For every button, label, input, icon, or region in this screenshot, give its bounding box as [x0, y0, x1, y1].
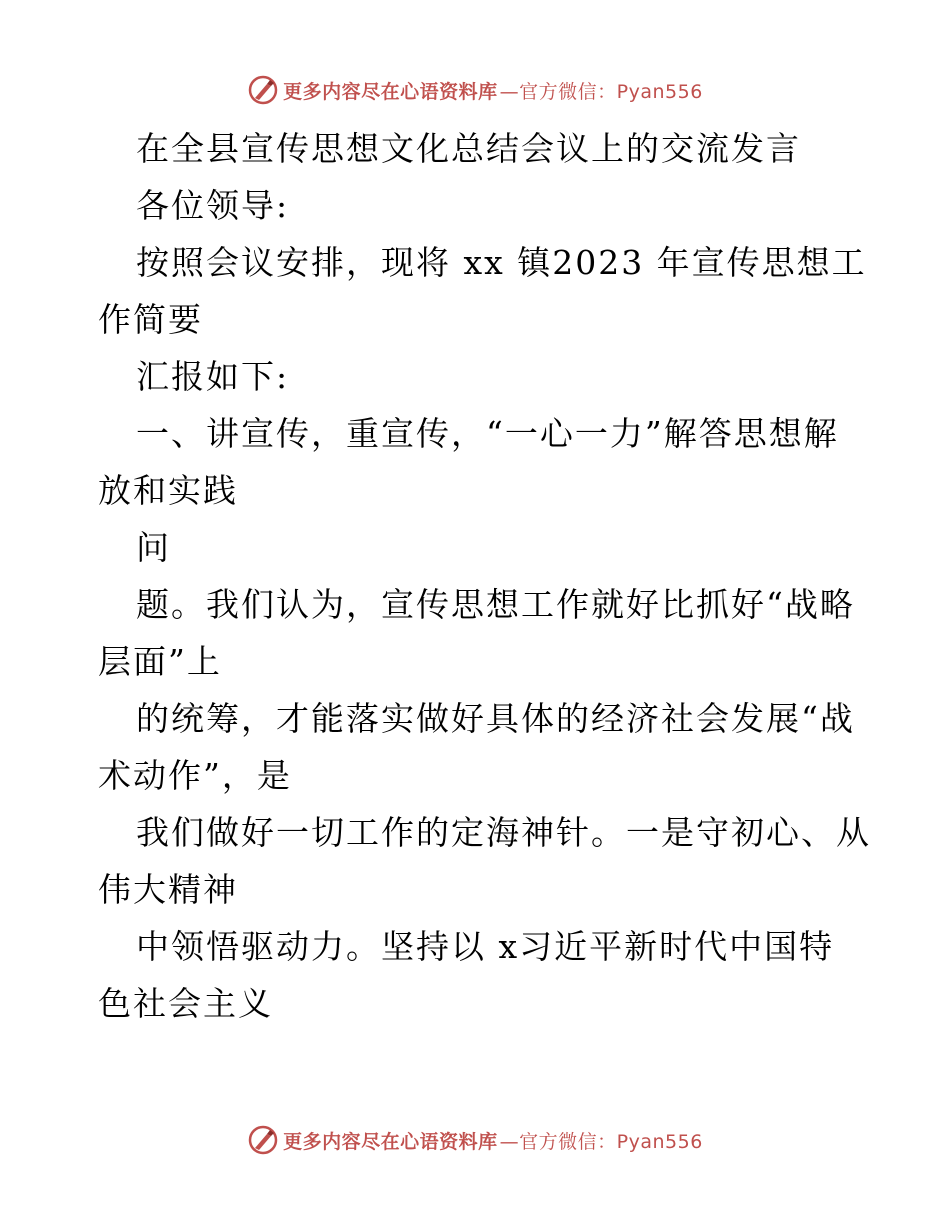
paragraph-line: 按照会议安排，现将 xx 镇2023 年宣传思想工: [136, 243, 867, 282]
watermark-sub-text: —官方微信：Pyan556: [499, 1130, 703, 1153]
watermark-main-text: 更多内容尽在心语资料库: [283, 80, 498, 103]
watermark-sub-text: —官方微信：Pyan556: [499, 80, 703, 103]
watermark-banner-bottom: [0, 1120, 950, 1160]
pen-logo-icon: [247, 1124, 279, 1156]
paragraph-line: 中领悟驱动力。坚持以 x习近平新时代中国特: [136, 927, 835, 966]
document-body: [98, 120, 871, 1032]
watermark-banner-top: [0, 70, 950, 110]
paragraph-line: 术动作”，是: [98, 756, 292, 795]
watermark-main-text: 更多内容尽在心语资料库: [283, 1130, 498, 1153]
document-title: 在全县宣传思想文化总结会议上的交流发言: [136, 129, 801, 168]
section-heading-cont: 放和实践: [98, 471, 238, 510]
paragraph-line: 层面”上: [98, 642, 222, 681]
section-heading: 一、讲宣传，重宣传，“一心一力”解答思想解: [136, 414, 839, 453]
paragraph-line: 作简要: [98, 300, 203, 339]
paragraph-line: 题。我们认为，宣传思想工作就好比抓好“战略: [136, 585, 855, 624]
paragraph-line: 伟大精神: [98, 870, 238, 909]
paragraph-line: 汇报如下:: [136, 357, 290, 396]
pen-logo-icon: [247, 74, 279, 106]
paragraph-line: 问: [136, 528, 171, 567]
paragraph-line: 色社会主义: [98, 984, 273, 1023]
paragraph-line: 我们做好一切工作的定海神针。一是守初心、从: [136, 813, 871, 852]
paragraph-line: 的统筹，才能落实做好具体的经济社会发展“战: [136, 699, 855, 738]
salutation: 各位领导:: [136, 186, 290, 225]
